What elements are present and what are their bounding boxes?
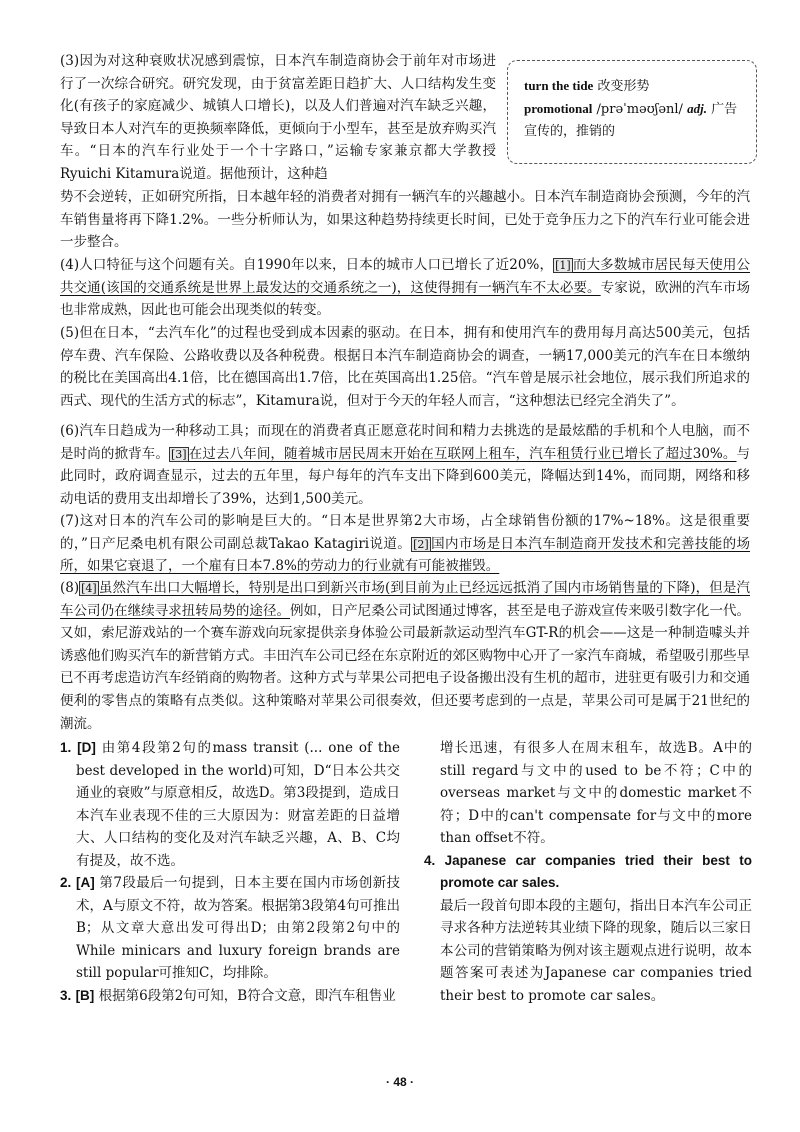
answer-key: Japanese car companies tried their best to promote car sales. [440,852,752,890]
paragraph-3-first [60,50,496,186]
paragraph-8-text: (8) [60,580,80,596]
answer-number: 3. [60,987,72,1003]
underlined-sentence: 而大多数城市居民每天使用公共交通(该国的交通系统是世界上最发达的交通系统之一)，这使得拥有一辆汽车不太必要。 [60,257,751,296]
paragraph-5 [60,322,750,412]
answer-explanation: 增长迅速，有很多人在周末租车，故选B。A中的still regard与文中的used to be不符；C中的overseas market与文中的domestic market不符；D中的can't compensate for与文中的more than offset不符。 [440,740,752,846]
answers-right-column [424,737,752,1007]
vocab-meaning: 广告宣传的，推销的 [524,102,738,139]
question-marker: [2] [413,537,429,551]
question-marker: [4] [81,582,97,595]
vocab-pos: adj. [687,101,707,116]
vocab-item [524,98,746,143]
answer-explanation: 第7段最后一句提到，日本主要在国内市场创新技术，A与原文不符，故为答案。根据第3段第4句可推出B；从文章大意出发可得出D；由第2段第2句中的While minicars and luxury foreign brands are still popular可推知C，均排除。 [76,875,400,981]
vocabulary-box [507,60,757,164]
vocab-item [524,75,746,98]
paragraph-7-text: (7)这对日本的汽车公司的影响是巨大的。“日本是世界第2大市场，占全球销售份额的17%~18%。这是很重要的，”日产尼桑电机有限公司副总裁Takao Katagiri说道。 [60,513,750,552]
question-marker: [1] [555,259,571,272]
paragraph-8-text: 例如，日产尼桑公司试图通过博客，甚至是电子游戏宣传来吸引数字化一代。又如，索尼游戏站的一个赛车游戏向玩家提供亲身体验公司最新款运动型汽车GT-R的机会——这是一种制造噱头并诱惑他们购买汽车的新营销方式。丰田汽车公司已经在东京附近的郊区购物中心开了一家汽车商城，希望吸引那些早已不再考虑造访汽车经销商的购物者。这种方式与苹果公司把电子设备搬出没有生机的超市，进驻更有吸引力和交通便利的零售点的策略有点类似。这种策略对苹果公司很奏效，但还要考虑到的一点是，苹果公司可是属于21世纪的潮流。 [60,602,751,732]
answer-item-1 [60,737,400,872]
underlined-sentence: 在过去八年间，随着城市居民周末开始在互联网上租车，汽车租赁行业已增长了超过30%。 [188,445,737,462]
paragraph-5-text: (5)但在日本，“去汽车化”的过程也受到成本因素的驱动。在日本，拥有和使用汽车的费用每月高达500美元，包括停车费、汽车保险、公路收费以及各种税费。根据日本汽车制造商协会的调查，一辆17,000美元的汽车在日本缴纳的税比在美国高出4.1倍，比在德国高出1.7倍，比在英国高出1.25倍。“汽车曾是展示社会地位，展示我们所追求的西式、现代的生活方式的标志”，Kitamura说，但对于今天的年轻人而言，“这种想法已经完全消失了”。 [60,325,750,409]
answer-item-4-heading [424,850,752,895]
vocab-phonetic: /prəˈməʊʃənl/ [596,102,683,117]
paragraph-4-text: 专家说，欧洲的汽车市场也非常成熟，因此也可能会出现类似的转变。 [60,279,750,319]
paragraph-3-text: (3)因为对这种衰败状况感到震惊，日本汽车制造商协会于前年对市场进行了一次综合研究。研究发现，由于贫富差距日趋扩大、人口结构发生变化(有孩子的家庭减少、城镇人口增长)，以及人们普遍对汽车缺乏兴趣，导致日本人对汽车的更换频率降低，更倾向于小型车，甚至是放弃购买汽车。“日本的汽车行业处于一个十字路口，”运输专家兼京都大学教授Ryuichi Kitamura说道。据他预计，这种趋 [60,53,496,182]
page-number: 48 [393,1075,407,1089]
vocab-meaning: 改变形势 [597,79,650,94]
page-footer [0,1075,800,1089]
answer-number: 1. [60,740,72,755]
footer-dot: · [385,1075,390,1089]
answer-key: [B] [75,987,95,1003]
answers-left-column [60,737,400,1007]
answer-number: 4. [424,852,436,868]
paragraph-4 [60,254,750,322]
answer-number: 2. [60,875,72,890]
paragraph-3-rest-text: 势不会逆转，正如研究所指，日本越年轻的消费者对拥有一辆汽车的兴趣越小。日本汽车制造商协会预测，今年的汽车销售量将再下降1.2%。一些分析师认为，如果这种趋势持续更长时间，已处于竞争压力之下的汽车行业可能会进一步整合。 [60,189,750,251]
paragraph-7 [60,510,750,578]
question-marker: [3] [170,447,187,461]
answer-explanation: 由第4段第2句的mass transit (... one of the best developed in the world)可知，D“日本公共交通业的衰败”与原意相反，故选D。第3段提到，造成日本汽车业表现不佳的三大原因为：财富差距的日益增大、人口结构的变化及对汽车缺乏兴趣，A、B、C均有提及，故不选。 [76,740,401,869]
paragraph-6 [60,420,750,510]
underlined-sentence: 国内市场是日本汽车制造商开发技术和完善技能的场所，如果它衰退了，一个雇有日本7.8%的劳动力的行业就有可能被摧毁。 [60,535,750,575]
answer-key: [D] [77,740,96,755]
paragraph-8 [60,577,750,735]
paragraph-4-text: (4)人口特征与这个问题有关。自1990年以来，日本的城市人口已增长了近20%， [60,257,554,273]
paragraph-3-rest [60,186,750,254]
paragraph-6-text: 与此同时，政府调查显示，过去的五年里，每户每年的汽车支出下降到600美元，降幅达到14%，而同期，网络和移动电话的费用支出却增长了39%，达到1,500美元。 [60,445,750,507]
answer-item-3 [60,985,400,1008]
footer-dot: · [410,1075,415,1089]
vocab-term: promotional [524,101,593,116]
underlined-sentence: 虽然汽车出口大幅增长，特别是出口到新兴市场(到目前为止已经远远抵消了国内市场销售量的下降)，但是汽车公司仍在继续寻求扭转局势的途径。 [60,580,750,619]
answer-item-4-explanation [424,895,752,1008]
answer-explanation: 根据第6段第2句可知，B符合文意，即汽车租售业 [98,987,396,1004]
paragraph-6-text: (6)汽车日趋成为一种移动工具；而现在的消费者真正愿意花时间和精力去挑选的是最炫酷的手机和个人电脑，而不是时尚的掀背车。 [60,423,750,462]
vocab-term: turn the tide [524,78,594,93]
answer-item-2 [60,872,400,985]
answer-explanation: 最后一段首句即本段的主题句，指出日本汽车公司正寻求各种方法逆转其业绩下降的现象，随后以三家日本公司的营销策略为例对该主题观点进行说明，故本题答案可表述为Japanese car companies tried their best to promote car sales。 [440,897,752,1004]
answer-key: [A] [75,875,95,890]
answer-item-3-continued [424,737,752,850]
